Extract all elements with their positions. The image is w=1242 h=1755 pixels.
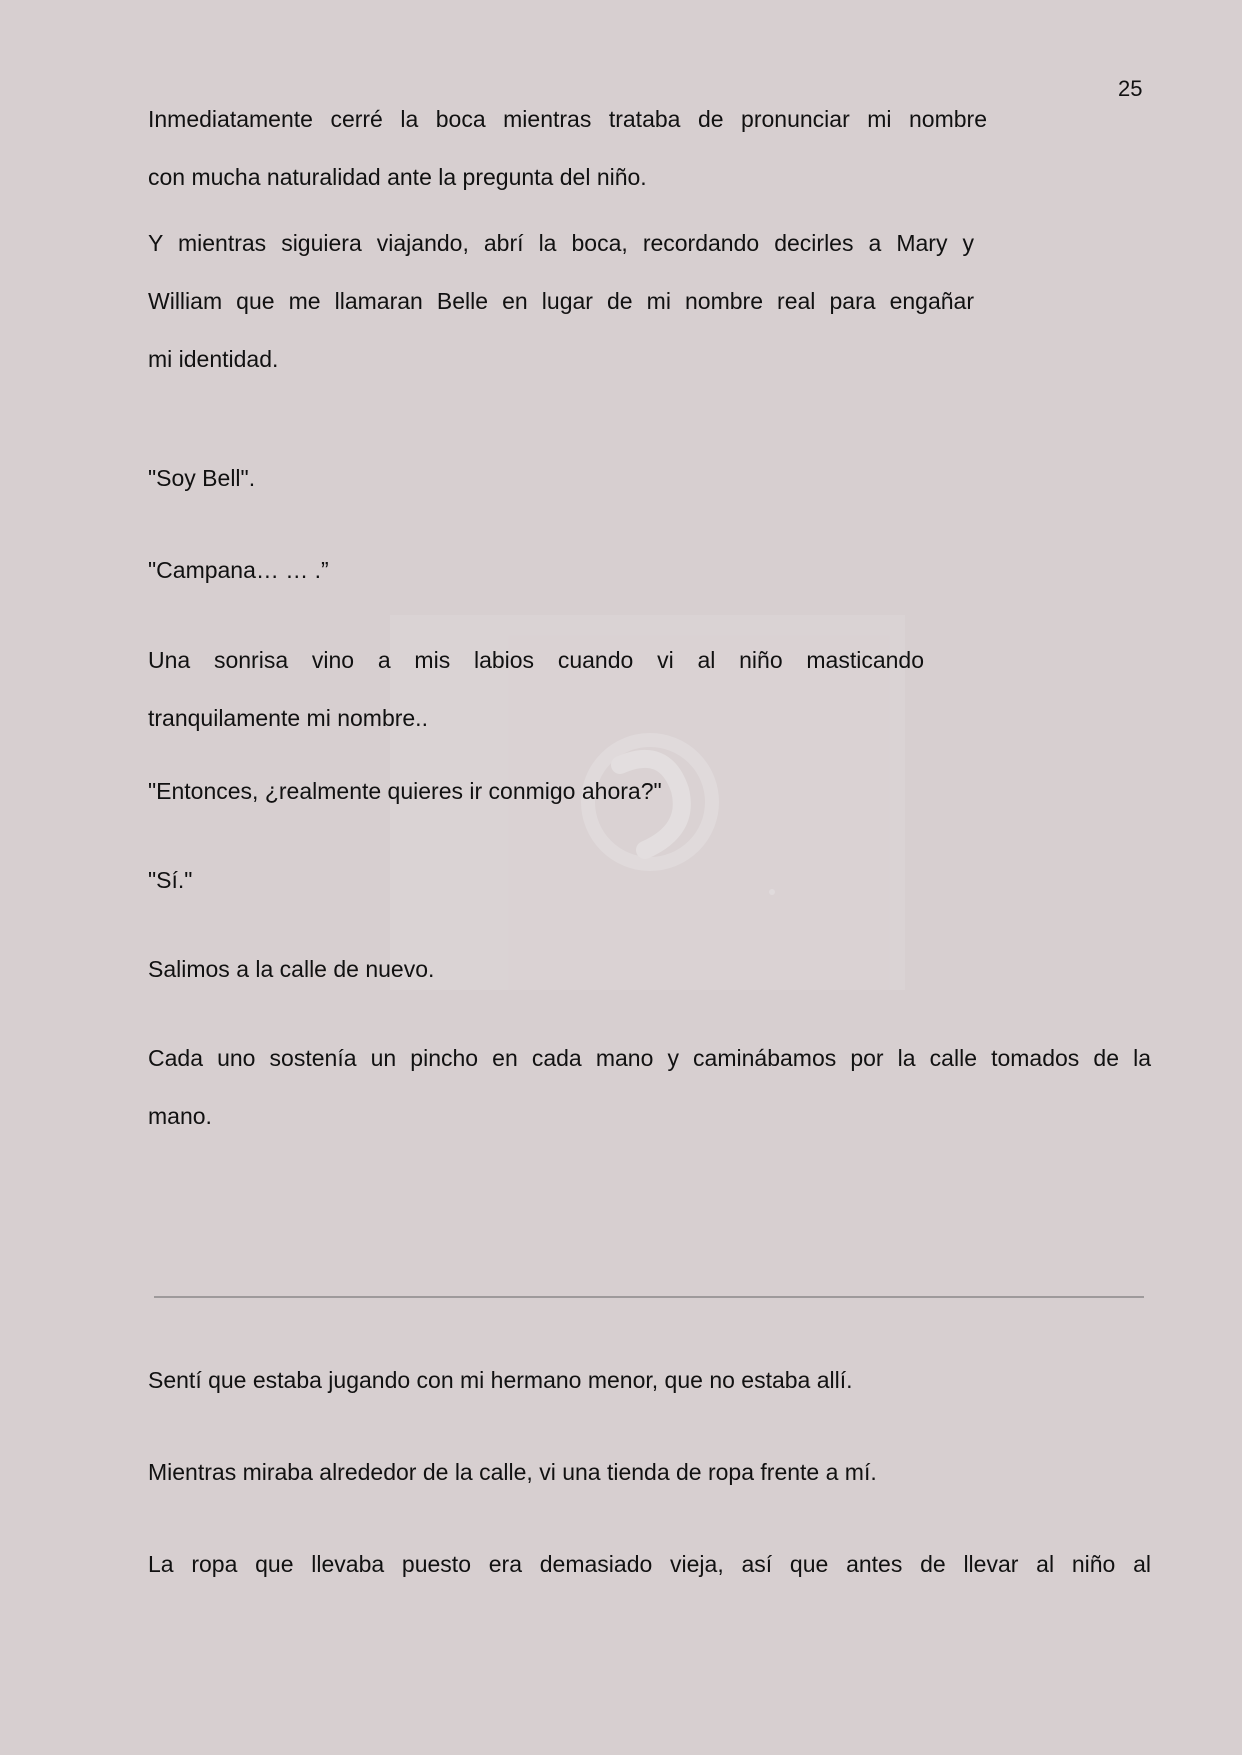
text-line: Cada uno sostenía un pincho en cada mano y caminábamos por la calle tomados de la bbox=[148, 1045, 1151, 1071]
paragraph bbox=[148, 449, 255, 507]
paragraph bbox=[148, 851, 192, 909]
text-line: Y mientras siguiera viajando, abrí la boca, recordando decirles a Mary y bbox=[148, 230, 974, 256]
text-line: con mucha naturalidad ante la pregunta del niño. bbox=[148, 164, 647, 190]
paragraph bbox=[148, 1443, 877, 1501]
text-line: Una sonrisa vino a mis labios cuando vi al niño masticando bbox=[148, 647, 924, 673]
text-line: William que me llamaran Belle en lugar de mi nombre real para engañar bbox=[148, 288, 974, 314]
paragraph bbox=[148, 631, 924, 689]
paragraph bbox=[148, 214, 974, 272]
section-divider bbox=[154, 1296, 1144, 1298]
paragraph bbox=[148, 330, 278, 388]
paragraph bbox=[148, 1535, 1151, 1593]
paragraph bbox=[148, 940, 434, 998]
text-line: "Entonces, ¿realmente quieres ir conmigo ahora?" bbox=[148, 778, 662, 804]
text-line: Salimos a la calle de nuevo. bbox=[148, 956, 435, 982]
text-line: Sentí que estaba jugando con mi hermano menor, que no estaba allí. bbox=[148, 1367, 853, 1393]
paragraph bbox=[148, 1351, 853, 1409]
text-line: Mientras miraba alrededor de la calle, vi una tienda de ropa frente a mí. bbox=[148, 1459, 877, 1485]
paragraph bbox=[148, 541, 329, 599]
paragraph bbox=[148, 90, 987, 148]
paragraph bbox=[148, 148, 647, 206]
text-line: "Campana… … .” bbox=[148, 557, 329, 583]
paragraph bbox=[148, 272, 974, 330]
text-line: tranquilamente mi nombre.. bbox=[148, 705, 428, 731]
paragraph bbox=[148, 689, 428, 747]
text-line: "Sí." bbox=[148, 867, 193, 893]
paragraph bbox=[148, 1029, 1151, 1087]
text-line: La ropa que llevaba puesto era demasiado vieja, así que antes de llevar al niño al bbox=[148, 1551, 1151, 1577]
paragraph bbox=[148, 762, 662, 820]
text-line: "Soy Bell". bbox=[148, 465, 256, 491]
page-number: 25 bbox=[1118, 76, 1143, 101]
text-line: mi identidad. bbox=[148, 346, 279, 372]
text-line: mano. bbox=[148, 1103, 212, 1129]
text-line: Inmediatamente cerré la boca mientras trataba de pronunciar mi nombre bbox=[148, 106, 987, 132]
paragraph bbox=[148, 1087, 212, 1145]
